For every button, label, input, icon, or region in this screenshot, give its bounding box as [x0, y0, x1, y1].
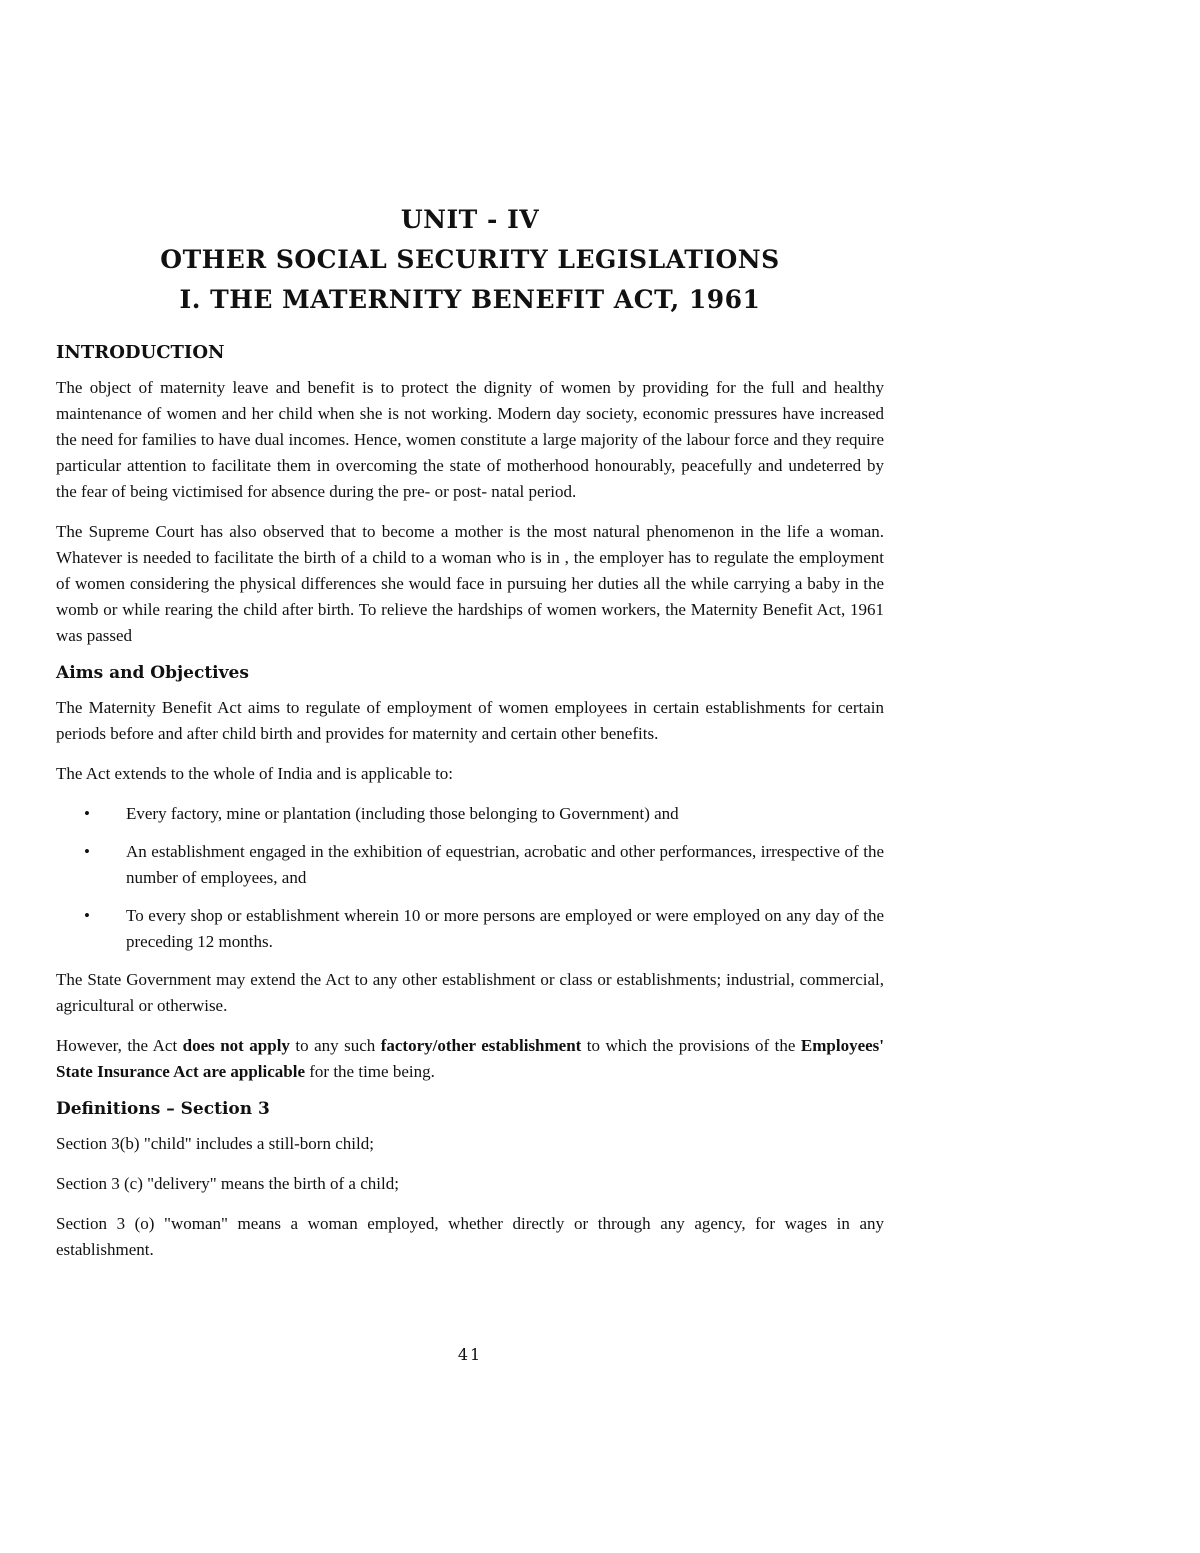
definition-item: Section 3 (o) "woman" means a woman employed, whether directly or through any agency, for wages in any establishment. [56, 1214, 884, 1259]
text-run: However, the Act [56, 1036, 183, 1055]
applicability-list [56, 801, 884, 955]
list-item-text: To every shop or establishment wherein 10 or more persons are employed or were employed on any day of the preceding 12 months. [126, 906, 884, 951]
bullet-icon: • [84, 842, 90, 861]
aims-paragraph-1: The Maternity Benefit Act aims to regulate of employment of women employees in certain establishments for certain periods before and after child birth and provides for maternity and certain other benefits. [56, 698, 884, 743]
list-item-text: An establishment engaged in the exhibition of equestrian, acrobatic and other performances, irrespective of the number of employees, and [126, 842, 884, 887]
bold-text-run: does not apply [182, 1036, 290, 1055]
aims-paragraph-2: The Act extends to the whole of India and is applicable to: [56, 764, 454, 783]
list-item-text: Every factory, mine or plantation (including those belonging to Government) and [126, 804, 679, 823]
introduction-paragraph-2: The Supreme Court has also observed that to become a mother is the most natural phenomenon in the life a woman. Whatever is needed to facilitate the birth of a child to a woman who is in , the employer has to regulate the employment of women considering the physical differences she would face in pursuing her duties all the while carrying a baby in the womb or while rearing the child after birth. To relieve the hardships of women workers, the Maternity Benefit Act, 1961 was passed [56, 522, 884, 645]
aims-paragraph-4 [56, 1033, 884, 1085]
definition-item: Section 3 (c) "delivery" means the birth of a child; [56, 1174, 399, 1193]
aims-heading: Aims and Objectives [56, 663, 249, 683]
list-item [56, 801, 884, 827]
introduction-heading: INTRODUCTION [56, 342, 225, 363]
aims-paragraph-3: The State Government may extend the Act to any other establishment or class or establishments; industrial, commercial, agricultural or otherwise. [56, 970, 884, 1015]
text-run: to any such [289, 1036, 381, 1055]
list-item [56, 839, 884, 891]
list-item [56, 903, 884, 955]
page-number: 41 [457, 1345, 483, 1364]
unit-title: UNIT - IV [400, 205, 540, 234]
introduction-paragraph-1: The object of maternity leave and benefit is to protect the dignity of women by providing for the full and healthy maintenance of women and her child when she is not working. Modern day society, economic pressures have increased the need for families to have dual incomes. Hence, women constitute a large majority of the labour force and they require particular attention to facilitate them in overcoming the state of motherhood honourably, peacefully and undeterred by the fear of being victimised for absence during the pre- or post- natal period. [56, 378, 884, 501]
text-run: for the time being. [305, 1062, 435, 1081]
bullet-icon: • [84, 906, 90, 925]
title-block [56, 200, 884, 320]
bold-text-run: factory/other establishment [380, 1036, 582, 1055]
bold-text-run: Employees' State Insurance Act are applicable [56, 1036, 884, 1081]
bullet-icon: • [84, 804, 90, 823]
page-content [56, 200, 884, 1277]
definitions-heading: Definitions – Section 3 [56, 1099, 270, 1119]
definition-item: Section 3(b) "child" includes a still-born child; [56, 1134, 374, 1153]
act-title: I. THE MATERNITY BENEFIT ACT, 1961 [179, 285, 761, 314]
chapter-subtitle: OTHER SOCIAL SECURITY LEGISLATIONS [160, 245, 780, 274]
text-run: to which the provisions of the [581, 1036, 801, 1055]
